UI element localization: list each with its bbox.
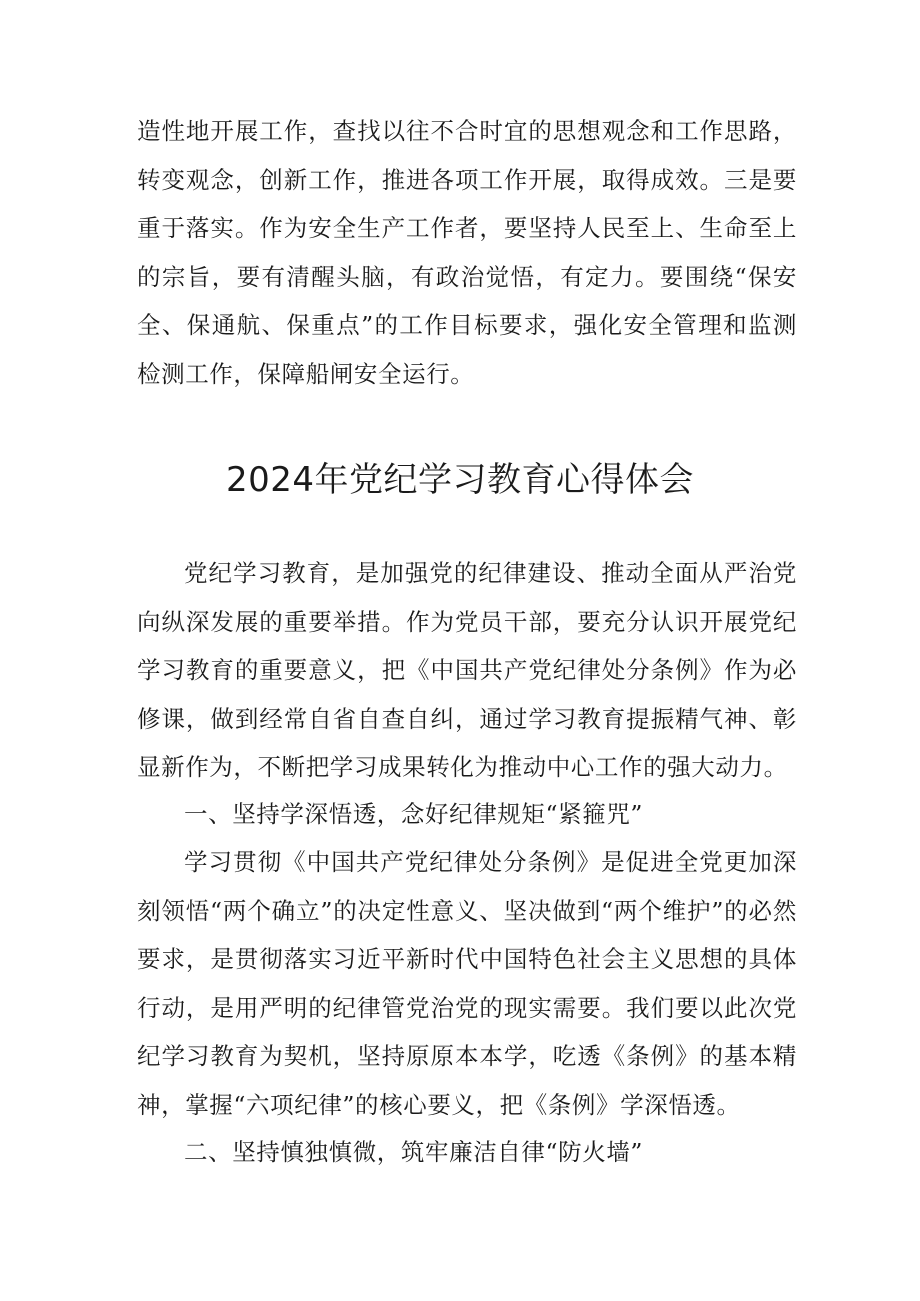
section-2-heading: 二、坚持慎独慎微，筑牢廉洁自律“防火墙” (184, 1138, 644, 1166)
section-1-paragraph: 学习贯彻《中国共产党纪律处分条例》是促进全党更加深刻领悟“两个确立”的决定性意义、坚决做到“两个维护”的必然要求，是贯彻落实习近平新时代中国特色社会主义思想的具体行动，是用严明的纪律管党治党的现实需要。我们要以此次党纪学习教育为契机，坚持原原本本学，吃透《条例》的基本精神，掌握“六项纪律”的核心要义，把《条例》学深悟透。 (137, 848, 797, 1119)
page-title: 2024年党纪学习教育心得体会 (225, 460, 695, 500)
continuation-paragraph: 造性地开展工作，查找以往不合时宜的思想观念和工作思路，转变观念，创新工作，推进各项工作开展，取得成效。三是要重于落实。作为安全生产工作者，要坚持人民至上、生命至上的宗旨，要有清醒头脑，有政治觉悟，有定力。要围绕“保安全、保通航、保重点”的工作目标要求，强化安全管理和监测检测工作，保障船闸安全运行。 (137, 117, 797, 388)
intro-paragraph: 党纪学习教育，是加强党的纪律建设、推动全面从严治党向纵深发展的重要举措。作为党员干部，要充分认识开展党纪学习教育的重要意义，把《中国共产党纪律处分条例》作为必修课，做到经常自省自查自纠，通过学习教育提振精气神、彰显新作为，不断把学习成果转化为推动中心工作的强大动力。 (137, 559, 797, 781)
section-1-heading: 一、坚持学深悟透，念好纪律规矩“紧箍咒” (184, 800, 644, 828)
